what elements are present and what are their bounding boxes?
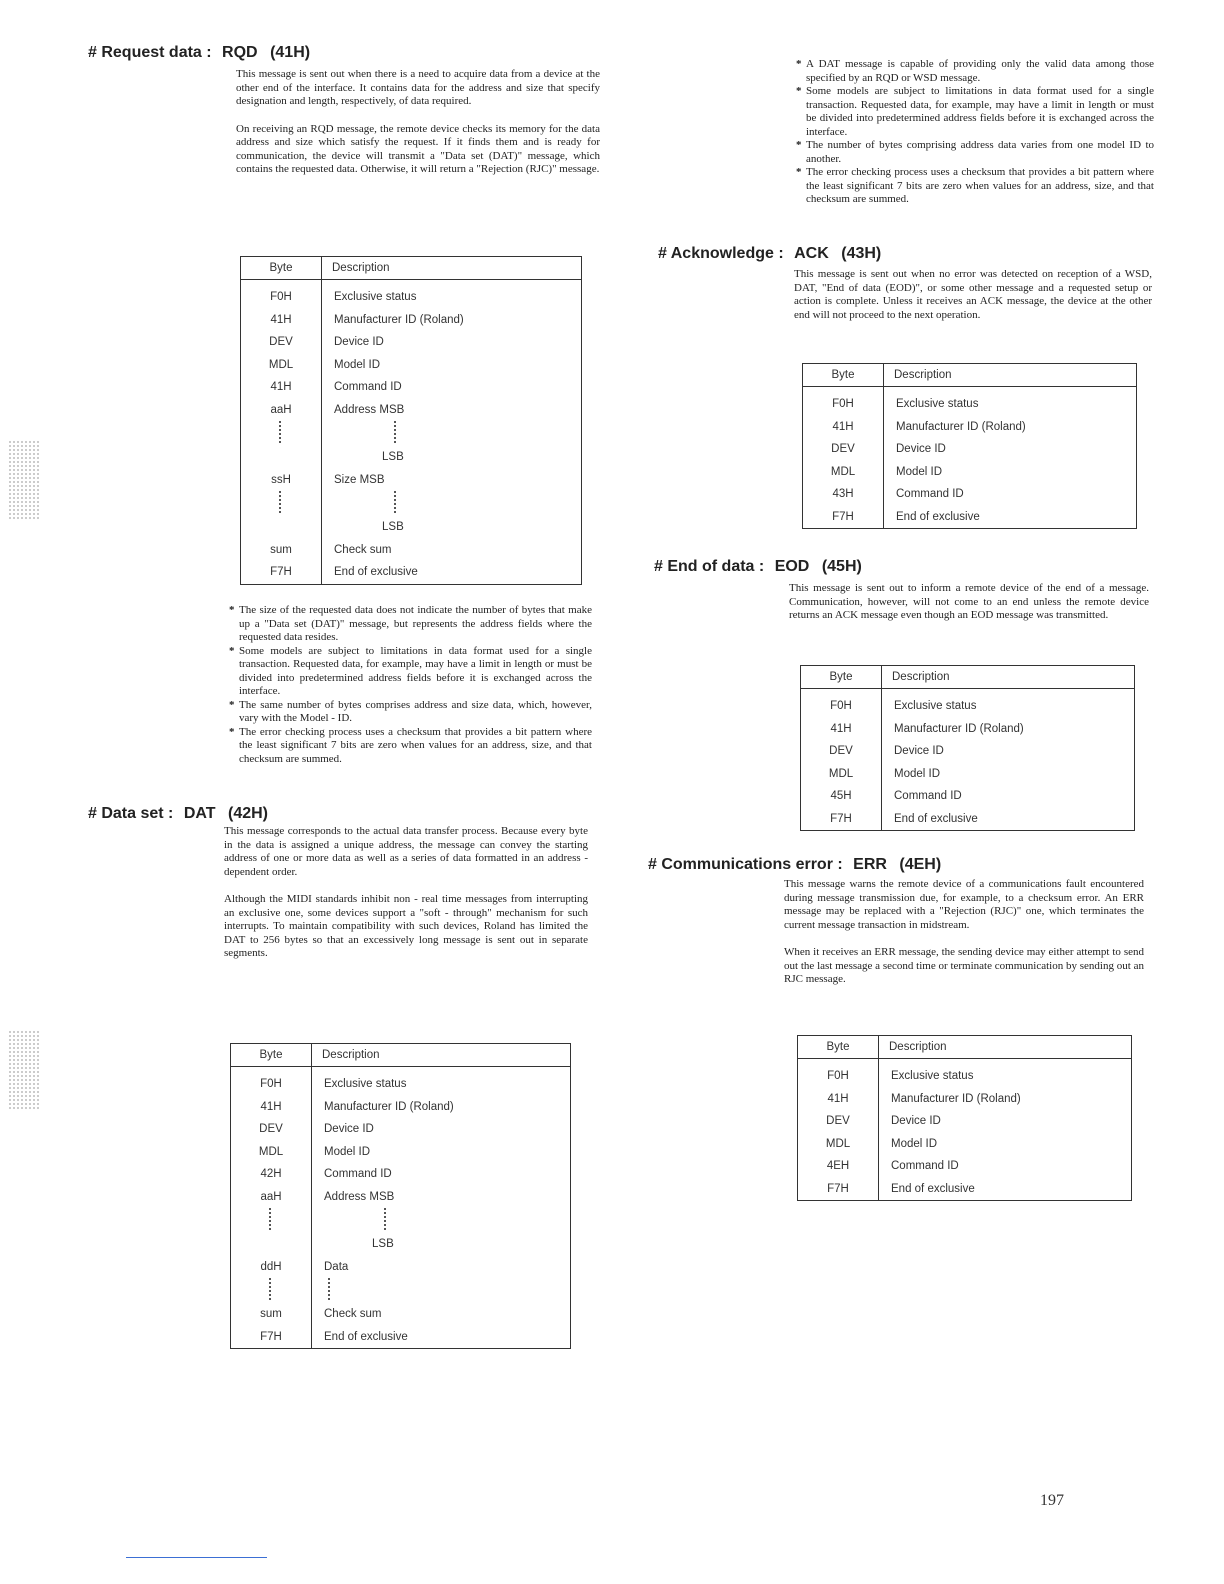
note: * Some models are subject to limitations in data format used for a single transaction. Requested data, for example, may have a limit in length or must be divided into predetermined address fields before it is exchanged across the interface. xyxy=(796,85,1154,139)
ellipsis-vertical-icon xyxy=(394,491,398,513)
table-row-continuation xyxy=(231,1208,571,1233)
note: * A DAT message is capable of providing only the valid data among those specified by an RQD or WSD message. xyxy=(796,58,1154,85)
table-row: DEV Device ID xyxy=(241,331,582,354)
ellipsis-vertical-icon xyxy=(269,1208,273,1230)
table-row: sum Check sum xyxy=(231,1303,571,1326)
table-row: F7H End of exclusive xyxy=(803,506,1137,529)
table-row: F0H Exclusive status xyxy=(798,1059,1132,1088)
footer-line xyxy=(126,1557,267,1558)
table-row: F0H Exclusive status xyxy=(803,387,1137,416)
scan-speckle xyxy=(8,1030,40,1110)
paragraph: This message warns the remote device of a communications fault encountered during message transmission due, for example, to a checksum error. An ERR message may be replaced with a "Rejection (RJC)" one, which terminates the current message transaction in midstream. xyxy=(784,878,1144,931)
table-row: ssH Size MSB xyxy=(241,469,582,492)
table-row: F0H Exclusive status xyxy=(231,1067,571,1096)
table-row-continuation xyxy=(231,1278,571,1303)
table-row: sum Check sum xyxy=(241,539,582,562)
ack-body xyxy=(794,268,1152,322)
table-row: DEV Device ID xyxy=(801,740,1135,763)
paragraph: When it receives an ERR message, the sending device may either attempt to send out the last message a second time or terminate communication by sending out an RJC message. xyxy=(784,946,1144,985)
table-row: MDL Model ID xyxy=(241,354,582,377)
eod-heading: # End of data : EOD (45H) xyxy=(654,558,862,575)
table-header: Byte Description xyxy=(231,1044,571,1067)
table-row: 43H Command ID xyxy=(803,483,1137,506)
table-row: 41H Manufacturer ID (Roland) xyxy=(801,718,1135,741)
err-body xyxy=(784,878,1144,987)
table-row: 41H Manufacturer ID (Roland) xyxy=(241,309,582,332)
table-row: MDL Model ID xyxy=(801,763,1135,786)
rqd-heading: # Request data : RQD (41H) xyxy=(88,44,311,61)
table-row: F7H End of exclusive xyxy=(801,808,1135,831)
dat-heading: # Data set : DAT (42H) xyxy=(88,805,268,822)
table-row: F7H End of exclusive xyxy=(231,1326,571,1349)
ack-byte-table xyxy=(802,363,1137,529)
table-row-continuation xyxy=(241,421,582,446)
note: * The size of the requested data does not indicate the number of bytes that make up a "Data set (DAT)" message, but represents the address fields where the requested data resides. xyxy=(229,604,592,645)
dat-byte-table xyxy=(230,1043,571,1349)
paragraph: This message is sent out when no error was detected on reception of a WSD, DAT, "End of data (EOD)", or some other message and a requested setup or action is complete. Unless it receives an ACK message, the device at the other end will not proceed to the next operation. xyxy=(794,268,1152,321)
table-row: MDL Model ID xyxy=(231,1141,571,1164)
table-row: 41H Manufacturer ID (Roland) xyxy=(798,1088,1132,1111)
table-header: Byte Description xyxy=(798,1036,1132,1059)
table-row: F7H End of exclusive xyxy=(241,561,582,584)
table-header: Byte Description xyxy=(241,257,582,280)
eod-body xyxy=(789,582,1149,623)
scan-speckle xyxy=(8,440,40,520)
rqd-body xyxy=(236,68,600,177)
table-header: Byte Description xyxy=(803,364,1137,387)
ellipsis-vertical-icon xyxy=(394,421,398,443)
err-byte-table xyxy=(797,1035,1132,1201)
table-header: Byte Description xyxy=(801,666,1135,689)
table-row: LSB xyxy=(231,1233,571,1256)
rqd-notes xyxy=(229,604,592,766)
ellipsis-vertical-icon xyxy=(384,1208,388,1230)
table-row: DEV Device ID xyxy=(231,1118,571,1141)
table-row: 4EH Command ID xyxy=(798,1155,1132,1178)
ack-heading: # Acknowledge : ACK (43H) xyxy=(658,245,882,262)
rqd-byte-table xyxy=(240,256,582,585)
table-row: 41H Command ID xyxy=(241,376,582,399)
table-row: 45H Command ID xyxy=(801,785,1135,808)
note: * The number of bytes comprising address data varies from one model ID to another. xyxy=(796,139,1154,166)
paragraph: Although the MIDI standards inhibit non - real time messages from interrupting an exclusive one, some devices support a "soft - through" mechanism for such interrupts. To maintain compatibility with such devices, Roland has limited the DAT to 256 bytes so that an excessively long message is sent out in separate segments. xyxy=(224,893,588,959)
table-row: LSB xyxy=(241,516,582,539)
page-number: 197 xyxy=(1040,1492,1064,1509)
table-row: MDL Model ID xyxy=(803,461,1137,484)
table-row: LSB xyxy=(241,446,582,469)
table-row: 41H Manufacturer ID (Roland) xyxy=(803,416,1137,439)
ellipsis-vertical-icon xyxy=(328,1278,332,1300)
note: * The same number of bytes comprises address and size data, which, however, vary with the Model - ID. xyxy=(229,699,592,726)
ellipsis-vertical-icon xyxy=(279,421,283,443)
table-row: ddH Data xyxy=(231,1256,571,1279)
ellipsis-vertical-icon xyxy=(279,491,283,513)
paragraph: On receiving an RQD message, the remote device checks its memory for the data address and size which satisfy the request. If it finds them and is ready for communication, the device will transmit a "Data set (DAT)" message, which contains the requested data. Otherwise, it will return a "Rejection (RJC)" message. xyxy=(236,122,600,175)
table-row: DEV Device ID xyxy=(803,438,1137,461)
table-row: F7H End of exclusive xyxy=(798,1178,1132,1201)
dat-notes xyxy=(796,58,1154,207)
paragraph: This message is sent out to inform a remote device of the end of a message. Communication, however, will not come to an end unless the remote device returns an ACK message even though an EOD message was transmitted. xyxy=(789,582,1149,621)
eod-byte-table xyxy=(800,665,1135,831)
table-row: aaH Address MSB xyxy=(241,399,582,422)
table-row: MDL Model ID xyxy=(798,1133,1132,1156)
table-row: 42H Command ID xyxy=(231,1163,571,1186)
table-row: F0H Exclusive status xyxy=(801,689,1135,718)
dat-body xyxy=(224,825,588,961)
note: * The error checking process uses a checksum that provides a bit pattern where the least significant 7 bits are zero when values for an address, size, and that checksum are summed. xyxy=(796,166,1154,207)
note: * Some models are subject to limitations in data format used for a single transaction. Requested data, for example, may have a limit in length or must be divided into predetermined address fields before it is exchanged across the interface. xyxy=(229,645,592,699)
table-row: F0H Exclusive status xyxy=(241,280,582,309)
table-row-continuation xyxy=(241,491,582,516)
table-row: aaH Address MSB xyxy=(231,1186,571,1209)
paragraph: This message is sent out when there is a need to acquire data from a device at the other end of the interface. It contains data for the address and size that specify designation and length, respectively, of data required. xyxy=(236,68,600,107)
err-heading: # Communications error : ERR (4EH) xyxy=(648,856,942,873)
table-row: 41H Manufacturer ID (Roland) xyxy=(231,1096,571,1119)
ellipsis-vertical-icon xyxy=(269,1278,273,1300)
note: * The error checking process uses a checksum that provides a bit pattern where the least significant 7 bits are zero when values for an address, size, and that checksum are summed. xyxy=(229,726,592,767)
table-row: DEV Device ID xyxy=(798,1110,1132,1133)
paragraph: This message corresponds to the actual data transfer process. Because every byte in the data is assigned a unique address, the message can convey the starting address of one or more data as well as a series of data formatted in an address - dependent order. xyxy=(224,825,588,878)
